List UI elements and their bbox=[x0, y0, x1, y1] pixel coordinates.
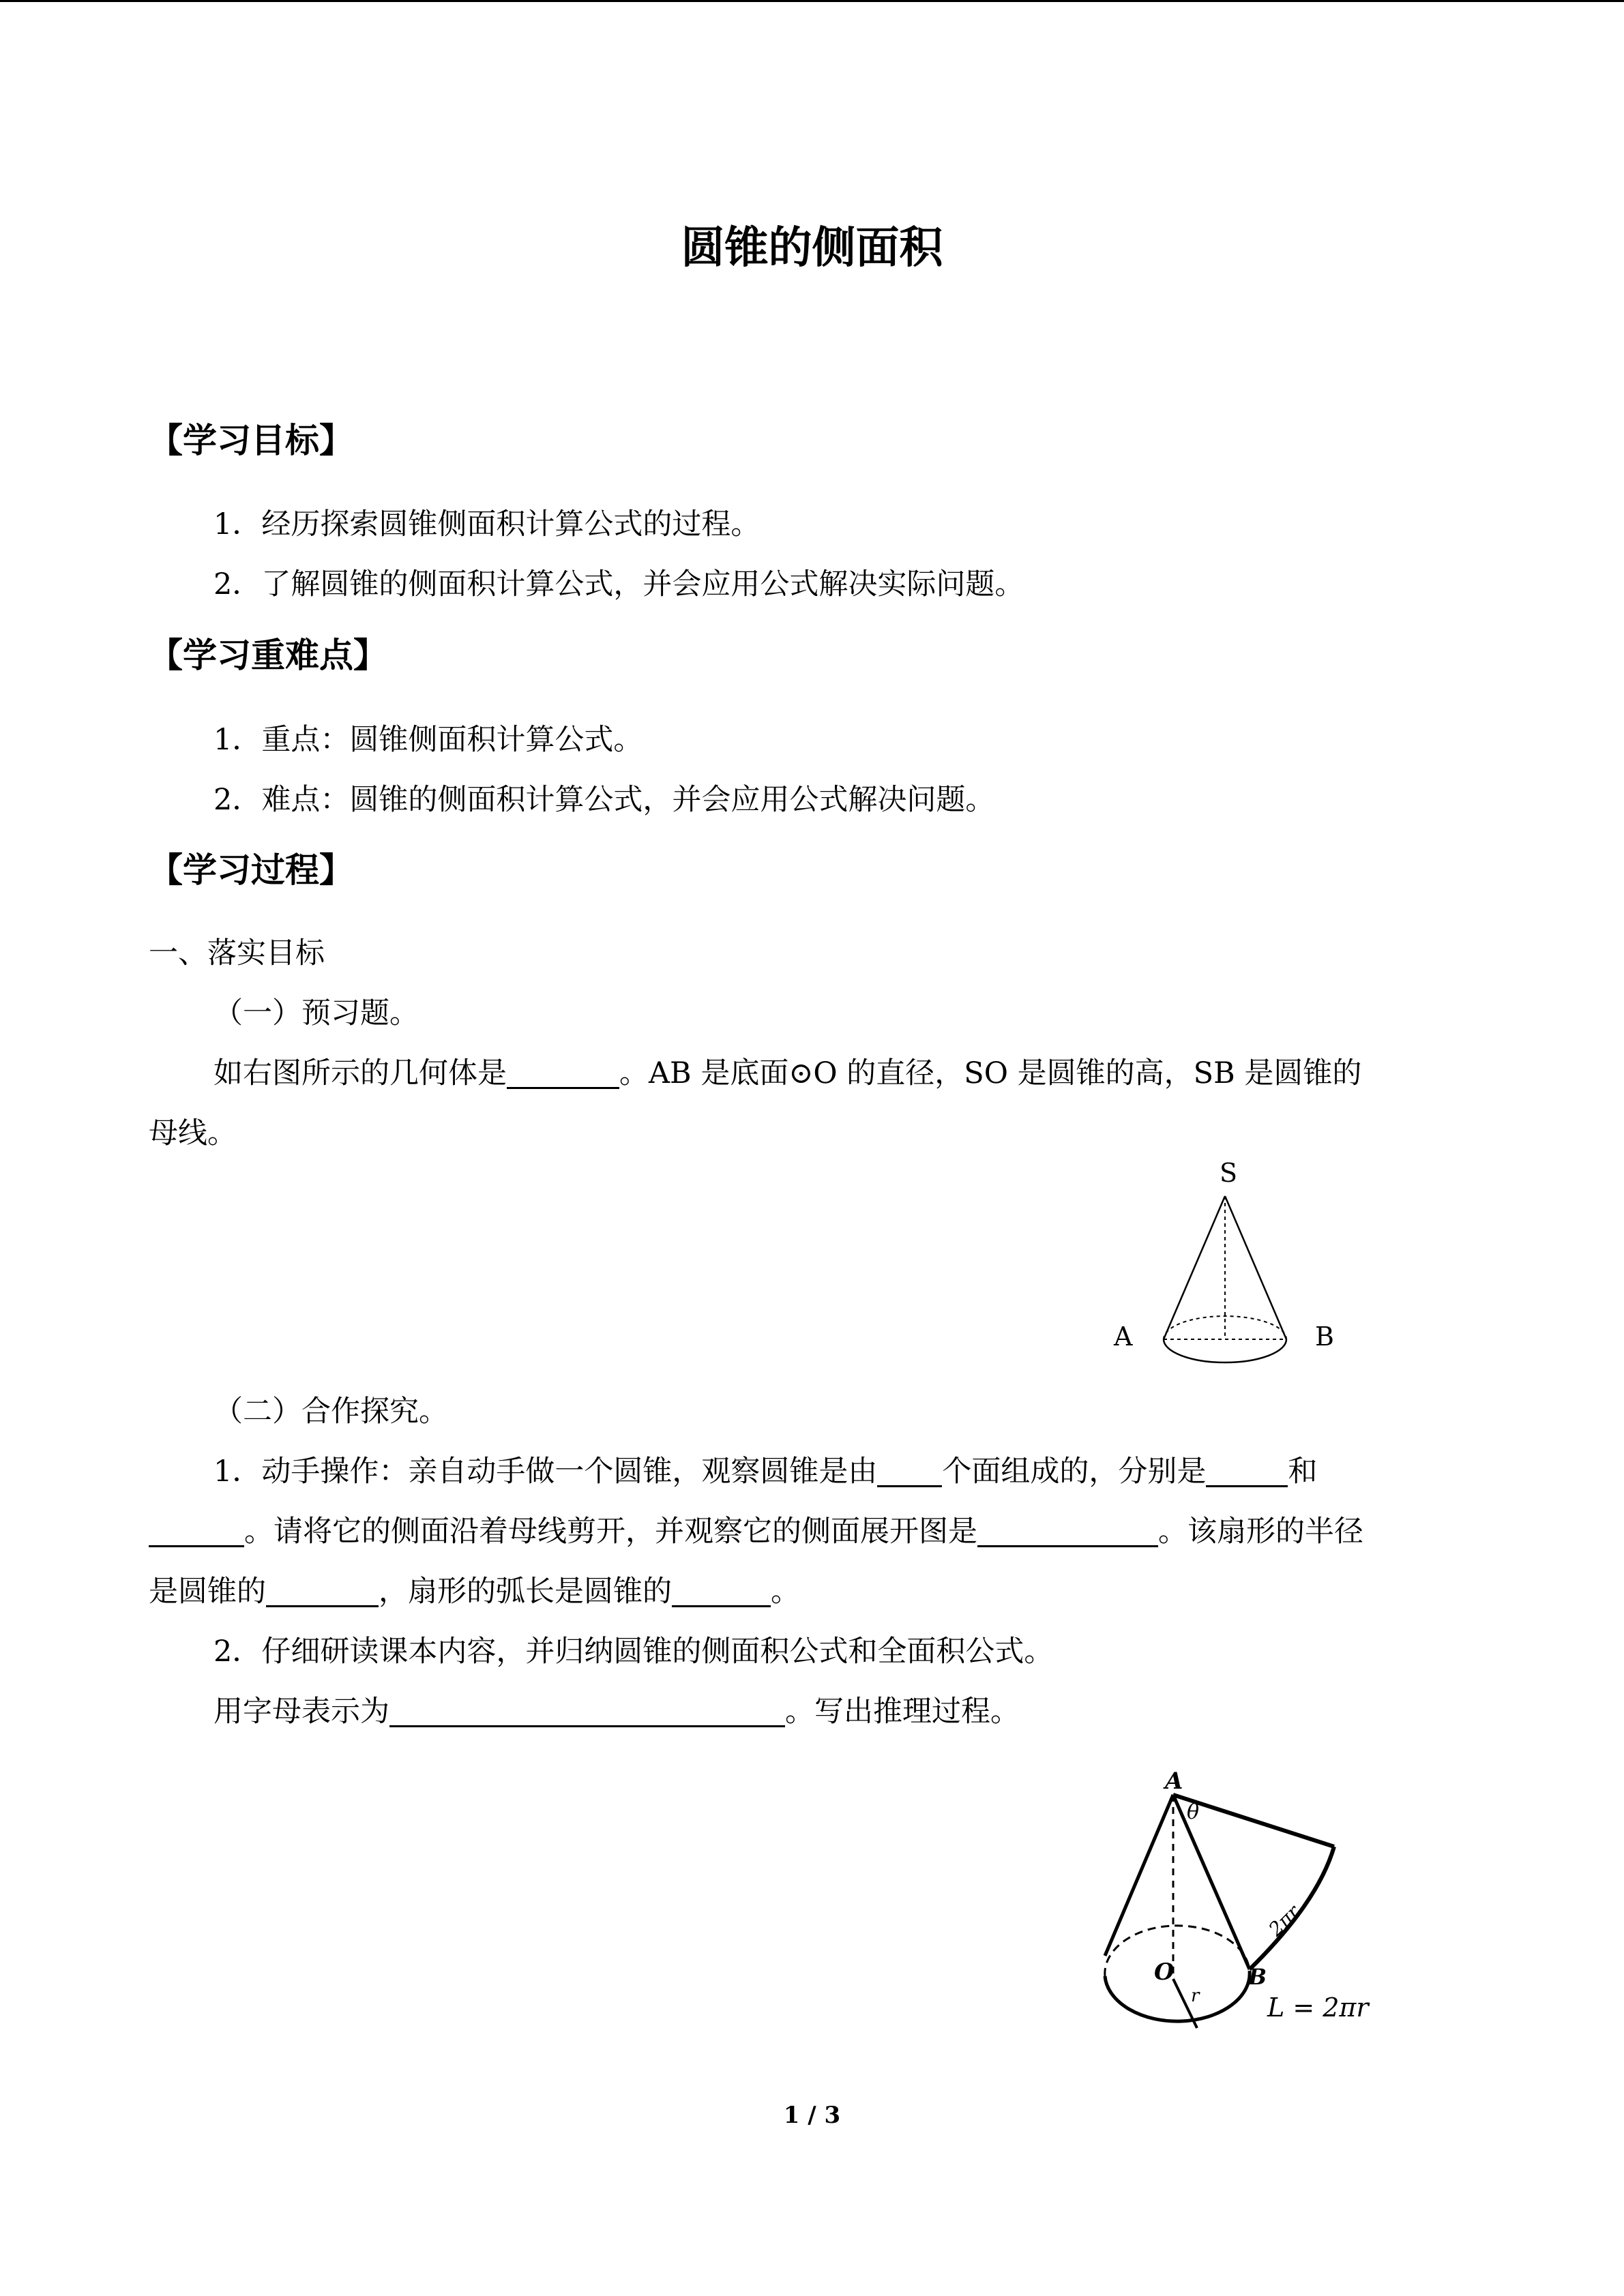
explore-text: 。 bbox=[771, 1575, 800, 1609]
explore-line-3 bbox=[149, 1568, 800, 1610]
goal-1: 1．经历探索圆锥侧面积计算公式的过程。 bbox=[213, 507, 761, 541]
explore-text: 。写出推理过程。 bbox=[785, 1695, 1020, 1729]
key-point-2: 2．难点：圆锥的侧面积计算公式，并会应用公式解决问题。 bbox=[213, 783, 995, 817]
preview-text-b: 。AB 是底面⊙O 的直径，SO 是圆锥的高，SB 是圆锥的 bbox=[619, 1056, 1362, 1090]
label-theta: θ bbox=[1187, 1800, 1200, 1824]
preview-question-cont: 母线。 bbox=[149, 1116, 237, 1150]
preview-question bbox=[213, 1050, 1361, 1092]
goal-2: 2．了解圆锥的侧面积计算公式，并会应用公式解决实际问题。 bbox=[213, 567, 1024, 601]
label-s: S bbox=[1220, 1158, 1238, 1188]
answer-blank[interactable] bbox=[877, 1456, 942, 1487]
preview-text-a: 如右图所示的几何体是 bbox=[213, 1056, 507, 1090]
answer-blank[interactable] bbox=[977, 1516, 1158, 1547]
explore-text: 和 bbox=[1288, 1455, 1318, 1489]
explore-text: ，扇形的弧长是圆锥的 bbox=[379, 1575, 672, 1609]
top-rule bbox=[0, 0, 1624, 2]
answer-blank[interactable] bbox=[389, 1696, 785, 1727]
label-b: B bbox=[1315, 1322, 1334, 1352]
answer-blank[interactable] bbox=[1206, 1456, 1288, 1487]
label-arc-2pi-r: 2πr bbox=[1264, 1900, 1305, 1941]
heading-process: 【学习过程】 bbox=[149, 850, 353, 890]
explore-line-5 bbox=[213, 1688, 1020, 1730]
label-a: A bbox=[1114, 1322, 1133, 1352]
formula-arc-length: L = 2πr bbox=[1267, 1993, 1369, 2023]
section-title: 一、落实目标 bbox=[149, 936, 325, 970]
explore-text: 个面组成的，分别是 bbox=[942, 1455, 1207, 1489]
key-point-1: 1．重点：圆锥侧面积计算公式。 bbox=[213, 723, 643, 757]
subsection-explore: （二）合作探究。 bbox=[213, 1395, 448, 1429]
explore-line-1 bbox=[213, 1448, 1317, 1490]
heading-key-points: 【学习重难点】 bbox=[149, 636, 387, 675]
answer-blank[interactable] bbox=[672, 1576, 771, 1607]
explore-text: 是圆锥的 bbox=[149, 1575, 266, 1609]
explore-text: 。该扇形的半径 bbox=[1158, 1515, 1363, 1549]
answer-blank[interactable] bbox=[507, 1058, 619, 1089]
heading-goals: 【学习目标】 bbox=[149, 421, 353, 460]
explore-line-2 bbox=[149, 1508, 1363, 1550]
page-title: 圆锥的侧面积 bbox=[681, 223, 943, 273]
answer-blank[interactable] bbox=[149, 1516, 244, 1547]
label-r: r bbox=[1191, 1986, 1200, 2006]
subsection-preview: （一）预习题。 bbox=[213, 996, 419, 1030]
explore-text: 。请将它的侧面沿着母线剪开，并观察它的侧面展开图是 bbox=[244, 1515, 977, 1549]
explore-text: 1．动手操作：亲自动手做一个圆锥，观察圆锥是由 bbox=[213, 1455, 878, 1489]
page-number: 1 / 3 bbox=[783, 2102, 841, 2129]
explore-text: 用字母表示为 bbox=[213, 1695, 389, 1729]
explore-line-4: 2．仔细研读课本内容，并归纳圆锥的侧面积公式和全面积公式。 bbox=[213, 1635, 1054, 1669]
label-o: O bbox=[1154, 1958, 1175, 1986]
answer-blank[interactable] bbox=[266, 1576, 379, 1607]
label-point-b: B bbox=[1248, 1964, 1267, 1990]
label-apex-a: A bbox=[1165, 1768, 1183, 1795]
